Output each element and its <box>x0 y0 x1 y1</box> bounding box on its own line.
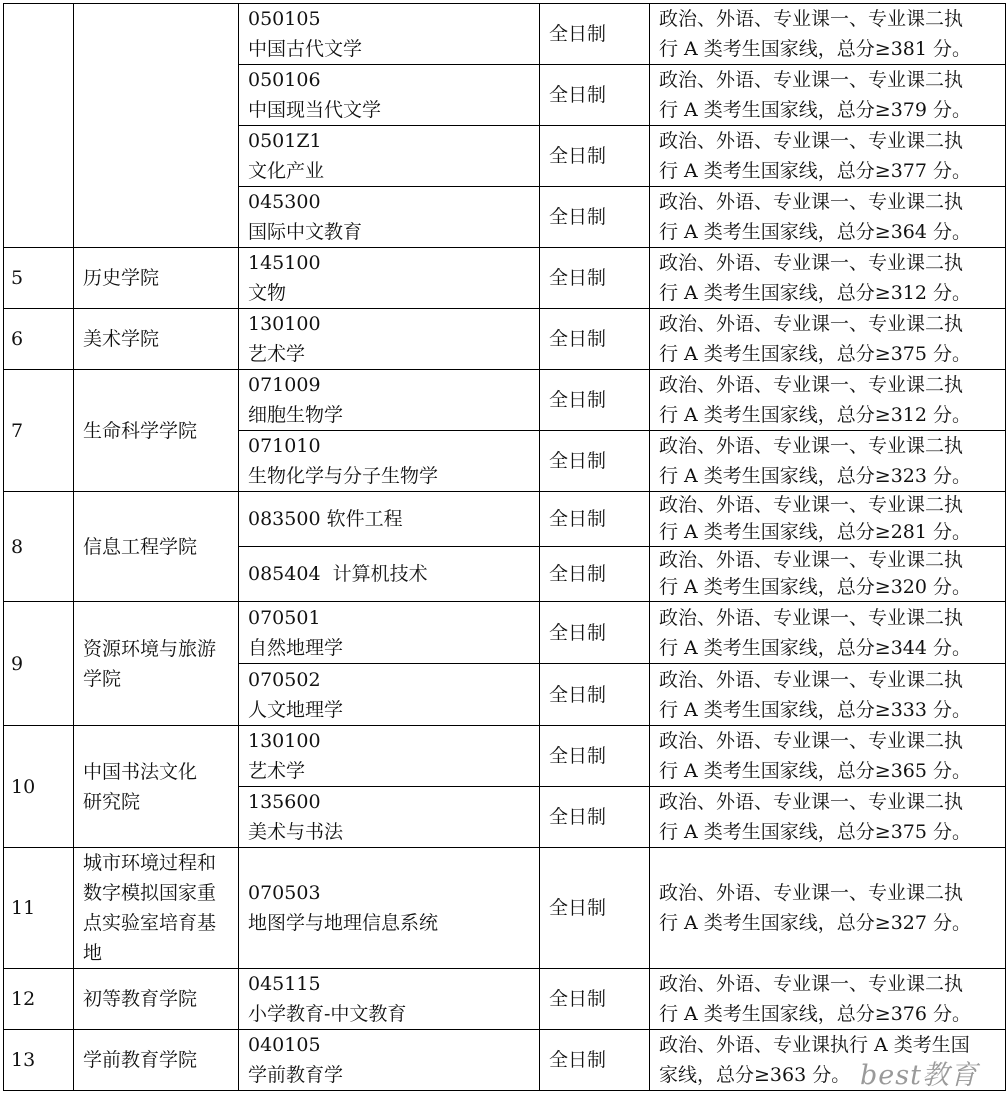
cell-requirement: 政治、外语、专业课一、专业课二执 行 A 类考生国家线，总分≥327 分。 <box>650 848 1006 969</box>
cell-num: 10 <box>4 726 74 848</box>
table-row <box>4 370 1006 431</box>
cell-study-mode: 全日制 <box>540 126 650 187</box>
cell-study-mode: 全日制 <box>540 4 650 65</box>
cell-major: 050106 中国现当代文学 <box>239 65 540 126</box>
cell-requirement: 政治、外语、专业课一、专业课二执 行 A 类考生国家线，总分≥312 分。 <box>650 248 1006 309</box>
cell-requirement: 政治、外语、专业课一、专业课二执 行 A 类考生国家线，总分≥323 分。 <box>650 431 1006 492</box>
cell-major: 130100 艺术学 <box>239 309 540 370</box>
cell-requirement: 政治、外语、专业课一、专业课二执 行 A 类考生国家线，总分≥344 分。 <box>650 602 1006 664</box>
cell-num: 8 <box>4 492 74 602</box>
cell-study-mode: 全日制 <box>540 547 650 602</box>
cell-college: 美术学院 <box>74 309 239 370</box>
cell-study-mode: 全日制 <box>540 726 650 787</box>
cell-requirement: 政治、外语、专业课一、专业课二执 行 A 类考生国家线，总分≥365 分。 <box>650 726 1006 787</box>
cell-major: 045115 小学教育-中文教育 <box>239 969 540 1030</box>
cell-major: 070503 地图学与地理信息系统 <box>239 848 540 969</box>
cell-college: 城市环境过程和 数字模拟国家重 点实验室培育基 地 <box>74 848 239 969</box>
cell-requirement: 政治、外语、专业课一、专业课二执 行 A 类考生国家线，总分≥364 分。 <box>650 187 1006 248</box>
cell-study-mode: 全日制 <box>540 492 650 547</box>
cell-requirement: 政治、外语、专业课一、专业课二执 行 A 类考生国家线，总分≥333 分。 <box>650 664 1006 726</box>
cell-requirement: 政治、外语、专业课执行 A 类考生国 家线，总分≥363 分。 <box>650 1030 1006 1091</box>
cell-requirement: 政治、外语、专业课一、专业课二执 行 A 类考生国家线，总分≥320 分。 <box>650 547 1006 602</box>
cell-requirement: 政治、外语、专业课一、专业课二执 行 A 类考生国家线，总分≥379 分。 <box>650 65 1006 126</box>
cell-major: 083500 软件工程 <box>239 492 540 547</box>
cell-major: 070502 人文地理学 <box>239 664 540 726</box>
cell-num: 12 <box>4 969 74 1030</box>
table-row <box>4 248 1006 309</box>
cell-major: 045300 国际中文教育 <box>239 187 540 248</box>
cell-study-mode: 全日制 <box>540 187 650 248</box>
cell-study-mode: 全日制 <box>540 65 650 126</box>
cell-study-mode: 全日制 <box>540 431 650 492</box>
cell-major: 071009 细胞生物学 <box>239 370 540 431</box>
admission-score-table <box>3 3 1006 1091</box>
table-row <box>4 1030 1006 1091</box>
cell-major: 070501 自然地理学 <box>239 602 540 664</box>
cell-num: 6 <box>4 309 74 370</box>
cell-study-mode: 全日制 <box>540 969 650 1030</box>
cell-college: 资源环境与旅游 学院 <box>74 602 239 726</box>
cell-requirement: 政治、外语、专业课一、专业课二执 行 A 类考生国家线，总分≥377 分。 <box>650 126 1006 187</box>
cell-requirement: 政治、外语、专业课一、专业课二执 行 A 类考生国家线，总分≥375 分。 <box>650 309 1006 370</box>
table-row <box>4 4 1006 65</box>
cell-study-mode: 全日制 <box>540 248 650 309</box>
cell-major: 071010 生物化学与分子生物学 <box>239 431 540 492</box>
table-row <box>4 602 1006 664</box>
cell-major: 085404 计算机技术 <box>239 547 540 602</box>
cell-major: 130100 艺术学 <box>239 726 540 787</box>
cell-college: 中国书法文化 研究院 <box>74 726 239 848</box>
cell-requirement: 政治、外语、专业课一、专业课二执 行 A 类考生国家线，总分≥281 分。 <box>650 492 1006 547</box>
cell-college: 初等教育学院 <box>74 969 239 1030</box>
cell-college: 学前教育学院 <box>74 1030 239 1091</box>
cell-study-mode: 全日制 <box>540 848 650 969</box>
cell-num: 11 <box>4 848 74 969</box>
cell-study-mode: 全日制 <box>540 602 650 664</box>
cell-requirement: 政治、外语、专业课一、专业课二执 行 A 类考生国家线，总分≥312 分。 <box>650 370 1006 431</box>
cell-num: 7 <box>4 370 74 492</box>
table-row <box>4 726 1006 787</box>
cell-study-mode: 全日制 <box>540 664 650 726</box>
cell-requirement: 政治、外语、专业课一、专业课二执 行 A 类考生国家线，总分≥376 分。 <box>650 969 1006 1030</box>
cell-study-mode: 全日制 <box>540 370 650 431</box>
table-row <box>4 309 1006 370</box>
cell-study-mode: 全日制 <box>540 1030 650 1091</box>
cell-college: 生命科学学院 <box>74 370 239 492</box>
cell-num: 9 <box>4 602 74 726</box>
cell-college: 历史学院 <box>74 248 239 309</box>
cell-num: 5 <box>4 248 74 309</box>
cell-college: 信息工程学院 <box>74 492 239 602</box>
cell-num <box>4 4 74 248</box>
table-row <box>4 848 1006 969</box>
cell-major: 145100 文物 <box>239 248 540 309</box>
cell-major: 0501Z1 文化产业 <box>239 126 540 187</box>
cell-major: 050105 中国古代文学 <box>239 4 540 65</box>
cell-study-mode: 全日制 <box>540 309 650 370</box>
cell-num: 13 <box>4 1030 74 1091</box>
cell-major: 135600 美术与书法 <box>239 787 540 848</box>
watermark-logo: best教育 <box>860 1060 978 1091</box>
cell-major: 040105 学前教育学 <box>239 1030 540 1091</box>
cell-requirement: 政治、外语、专业课一、专业课二执 行 A 类考生国家线，总分≥381 分。 <box>650 4 1006 65</box>
cell-requirement: 政治、外语、专业课一、专业课二执 行 A 类考生国家线，总分≥375 分。 <box>650 787 1006 848</box>
cell-college <box>74 4 239 248</box>
table-row <box>4 492 1006 547</box>
table-row <box>4 969 1006 1030</box>
cell-study-mode: 全日制 <box>540 787 650 848</box>
